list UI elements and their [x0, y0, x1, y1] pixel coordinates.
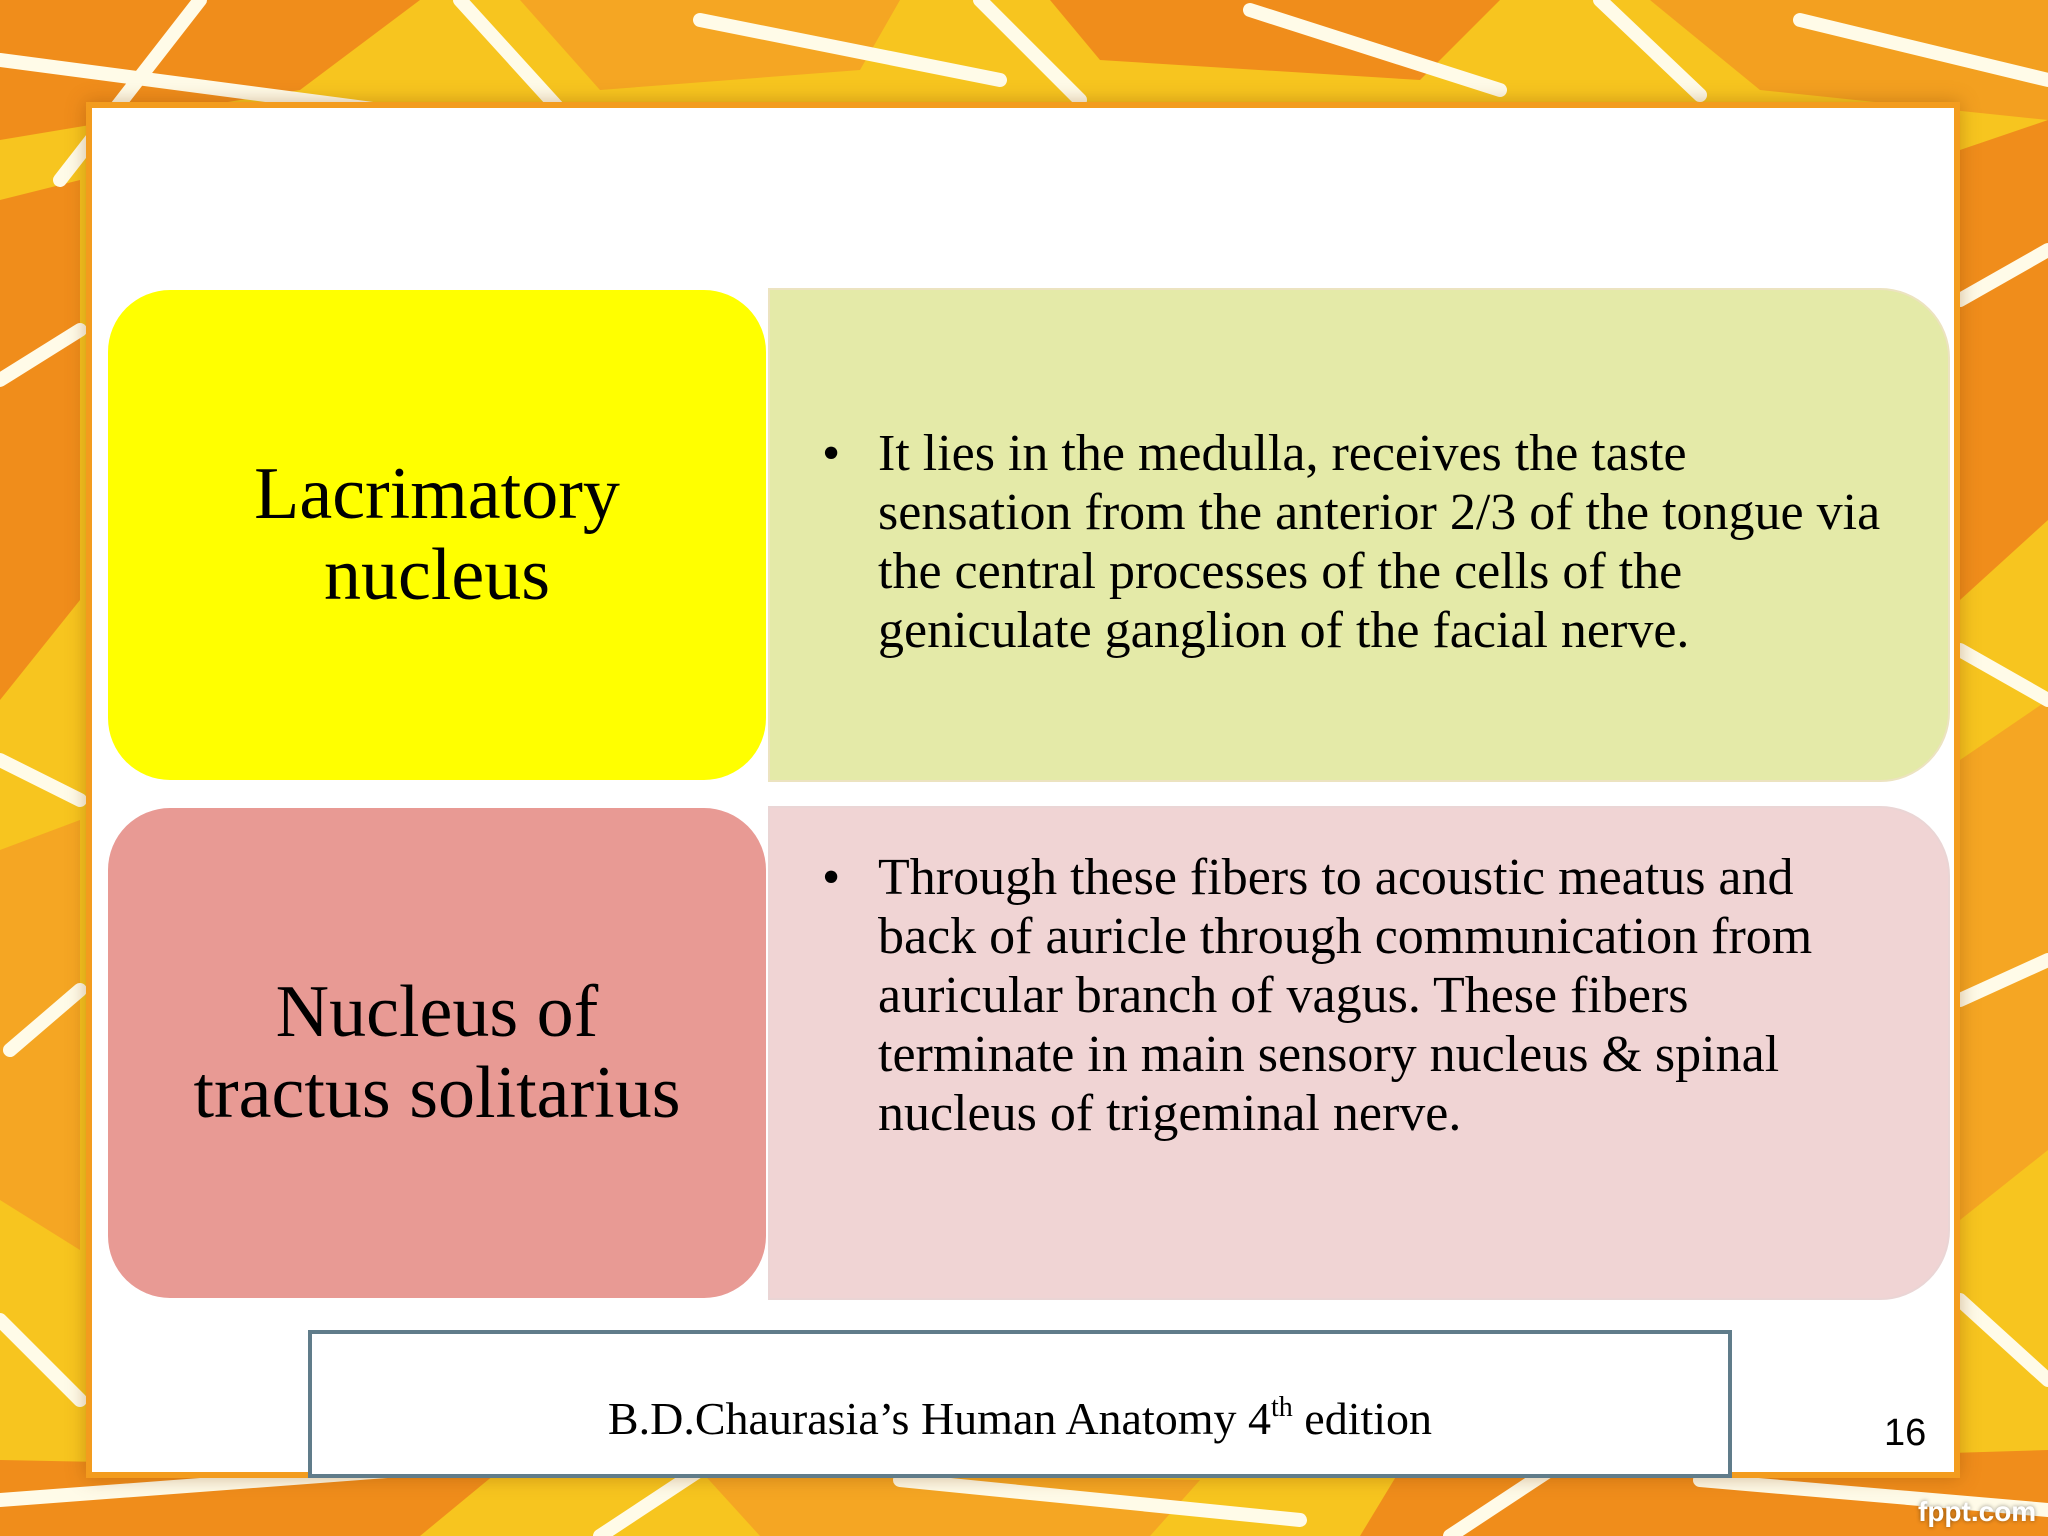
label-box-solitarius [108, 808, 766, 1298]
label-line: Nucleus of [275, 970, 599, 1053]
label-line: nucleus [323, 534, 551, 616]
label-line: tractus solitarius [193, 1052, 681, 1134]
label-box-lacrimatory [108, 290, 766, 780]
reference-box [308, 1330, 1732, 1478]
reference-title: B.D.Chaurasia’s Human Anatomy 4 [607, 1393, 1272, 1444]
reference-superscript: th [1271, 1392, 1293, 1423]
bullet-text: Through these fibers to acoustic meatus and back of auricle through communication from auricular branch of vagus. These fibers terminate in main sensory nucleus & spinal nucleus of trigeminal nerve. [878, 849, 1813, 1142]
content-box-solitarius [768, 806, 1950, 1300]
reference-text [312, 1392, 1728, 1445]
watermark-logo: fppt.com [1918, 1496, 2037, 1527]
reference-edition: edition [1292, 1393, 1433, 1444]
label-line: Lacrimatory [254, 452, 620, 535]
bullet-item [822, 424, 1888, 660]
bullet-dot-icon: • [822, 425, 841, 482]
content-box-lacrimatory [768, 288, 1950, 782]
bullet-dot-icon: • [822, 849, 841, 906]
bullet-text: It lies in the medulla, receives the taste sensation from the anterior 2/3 of the tongue via the central processes of the cells of the geniculate ganglion of the facial nerve. [878, 425, 1881, 659]
page-number: 16 [1884, 1412, 1927, 1454]
bullet-item [822, 848, 1888, 1143]
slide-card [86, 102, 1960, 1478]
